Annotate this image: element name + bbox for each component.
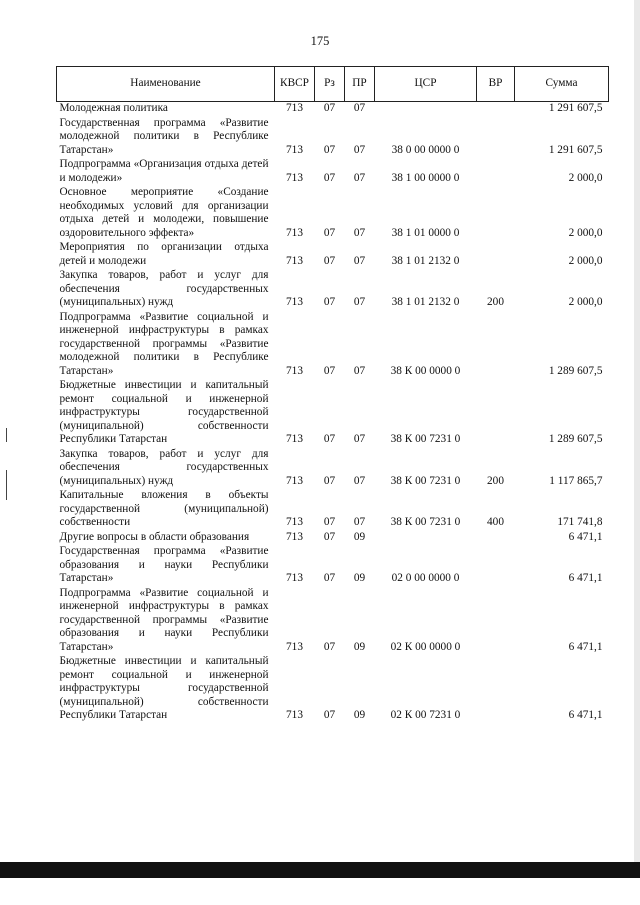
row-csr: 38 1 01 0000 0 [391, 226, 460, 239]
table-row [57, 655, 609, 724]
table-header-row [57, 67, 609, 102]
table-row [57, 587, 609, 656]
row-sum: 6 471,1 [568, 572, 603, 584]
table-row [57, 311, 609, 380]
row-rz: 07 [323, 296, 336, 308]
table-row [57, 379, 609, 448]
row-sum: 1 291 607,5 [515, 102, 609, 117]
row-rz: 07 [323, 433, 336, 445]
row-pr: 07 [353, 474, 366, 487]
row-csr: 02 К 00 0000 0 [390, 640, 461, 653]
row-sum: 2 000,0 [568, 226, 603, 239]
row-rz: 07 [323, 572, 336, 584]
row-kvsr: 713 [286, 254, 303, 267]
scan-edge-mark [6, 428, 7, 442]
scan-edge-mark [6, 470, 7, 500]
row-kvsr: 713 [286, 143, 303, 156]
row-csr: 38 К 00 0000 0 [390, 364, 461, 377]
row-sum: 2 000,0 [568, 254, 603, 267]
header-rz: Рз [315, 67, 345, 102]
row-csr: 38 1 01 2132 0 [391, 254, 460, 267]
row-rz: 07 [323, 143, 336, 156]
row-sum: 6 471,1 [568, 530, 603, 543]
row-csr [375, 102, 477, 117]
row-pr: 07 [353, 254, 366, 267]
row-vr [477, 158, 515, 186]
row-kvsr: 713 [286, 516, 303, 528]
table-row [57, 117, 609, 159]
row-vr [477, 241, 515, 269]
row-kvsr: 713 [275, 102, 315, 117]
row-kvsr: 713 [286, 296, 303, 308]
scan-right-edge [634, 0, 640, 862]
row-pr: 07 [353, 516, 366, 528]
row-vr [477, 311, 515, 380]
table-row [57, 158, 609, 186]
row-csr: 02 К 00 7231 0 [390, 709, 461, 721]
row-pr: 07 [353, 226, 366, 239]
row-rz: 07 [323, 226, 336, 239]
row-vr [477, 587, 515, 656]
row-pr: 09 [353, 530, 366, 543]
row-name: Подпрограмма «Организация отдыха детей и молодежи» [59, 158, 269, 184]
row-pr: 09 [353, 572, 366, 584]
budget-table [56, 66, 609, 724]
row-pr: 07 [353, 433, 366, 445]
row-kvsr: 713 [286, 171, 303, 184]
row-vr: 400 [487, 516, 504, 528]
table-row [57, 448, 609, 490]
row-vr [477, 655, 515, 724]
row-kvsr: 713 [286, 226, 303, 239]
table-row [57, 241, 609, 269]
row-rz: 07 [323, 474, 336, 487]
row-vr [477, 117, 515, 159]
row-csr [375, 531, 477, 546]
row-name: Мероприятия по организации отдыха детей и молодежи [59, 241, 269, 267]
row-name: Подпрограмма «Развитие социальной и инженерной инфраструктуры в рамках государственной программы «Развитие молодежной политики в Республике Татарстан» [59, 310, 269, 377]
table-row [57, 489, 609, 531]
row-kvsr: 713 [286, 530, 303, 543]
row-sum: 2 000,0 [568, 296, 603, 308]
row-kvsr: 713 [286, 433, 303, 445]
row-pr: 07 [345, 102, 375, 117]
row-csr: 38 К 00 7231 0 [390, 474, 461, 487]
row-sum: 1 291 607,5 [548, 143, 603, 156]
row-sum: 1 117 865,7 [549, 474, 603, 487]
row-name: Подпрограмма «Развитие социальной и инженерной инфраструктуры в рамках государственной программы «Развитие образования и науки Республики Татарстан» [59, 586, 269, 653]
row-csr: 38 0 00 0000 0 [391, 143, 460, 156]
header-pr: ПР [345, 67, 375, 102]
header-csr: ЦСР [375, 67, 477, 102]
row-kvsr: 713 [286, 474, 303, 487]
row-csr: 38 К 00 7231 0 [390, 433, 461, 445]
row-sum: 1 289 607,5 [548, 364, 603, 377]
row-name: Основное мероприятие «Создание необходимых условий для организации отдыха детей и молодежи, повышение оздоровительного эффекта» [59, 186, 269, 239]
table-row [57, 186, 609, 241]
row-name: Государственная программа «Развитие образования и науки Республики Татарстан» [59, 545, 269, 584]
row-pr: 07 [353, 143, 366, 156]
row-sum: 2 000,0 [568, 171, 603, 184]
row-sum: 6 471,1 [568, 709, 603, 721]
row-rz: 07 [323, 516, 336, 528]
row-vr [477, 545, 515, 587]
row-pr: 09 [353, 709, 366, 721]
row-name: Другие вопросы в области образования [59, 530, 250, 543]
row-rz: 07 [323, 640, 336, 653]
row-pr: 07 [353, 296, 366, 308]
row-sum: 6 471,1 [568, 640, 603, 653]
row-name: Закупка товаров, работ и услуг для обеспечения государственных (муниципальных) нужд [59, 447, 269, 487]
row-rz: 07 [323, 530, 336, 543]
row-kvsr: 713 [286, 364, 303, 377]
table-row [57, 531, 609, 546]
header-vr: ВР [477, 67, 515, 102]
row-vr [477, 531, 515, 546]
row-vr: 200 [487, 474, 504, 487]
header-sum: Сумма [515, 67, 609, 102]
row-name: Бюджетные инвестиции и капитальный ремонт социальной и инженерной инфраструктуры государственной (муниципальной) собственности Республики Татарстан [59, 655, 269, 721]
row-name: Закупка товаров, работ и услуг для обеспечения государственных (муниципальных) нужд [59, 269, 269, 308]
row-pr: 07 [353, 364, 366, 377]
row-csr: 38 1 01 2132 0 [391, 296, 460, 308]
row-rz: 07 [315, 102, 345, 117]
row-sum: 171 741,8 [557, 516, 603, 528]
row-vr [477, 186, 515, 241]
row-name: Капитальные вложения в объекты государственной (муниципальной) собственности [59, 489, 269, 528]
header-name: Наименование [57, 67, 275, 102]
row-rz: 07 [323, 171, 336, 184]
row-csr: 38 1 00 0000 0 [391, 171, 460, 184]
row-pr: 09 [353, 640, 366, 653]
row-csr: 02 0 00 0000 0 [391, 572, 460, 584]
row-rz: 07 [323, 364, 336, 377]
row-kvsr: 713 [286, 572, 303, 584]
row-rz: 07 [323, 709, 336, 721]
row-csr: 38 К 00 7231 0 [390, 516, 461, 528]
table-row [57, 102, 609, 117]
scan-bottom-band [0, 862, 640, 878]
page-number: 175 [310, 34, 330, 48]
row-name: Молодежная политика [57, 102, 275, 117]
row-name: Государственная программа «Развитие молодежной политики в Республике Татарстан» [59, 116, 269, 156]
row-name: Бюджетные инвестиции и капитальный ремонт социальной и инженерной инфраструктуры государственной (муниципальной) собственности Республики Татарстан [59, 379, 269, 445]
row-kvsr: 713 [286, 709, 303, 721]
row-vr [477, 379, 515, 448]
row-rz: 07 [323, 254, 336, 267]
row-pr: 07 [353, 171, 366, 184]
row-vr: 200 [487, 296, 504, 308]
table-row [57, 269, 609, 311]
row-kvsr: 713 [286, 640, 303, 653]
row-vr [477, 102, 515, 117]
table-row [57, 545, 609, 587]
header-kvsr: КВСР [275, 67, 315, 102]
row-sum: 1 289 607,5 [548, 433, 603, 445]
